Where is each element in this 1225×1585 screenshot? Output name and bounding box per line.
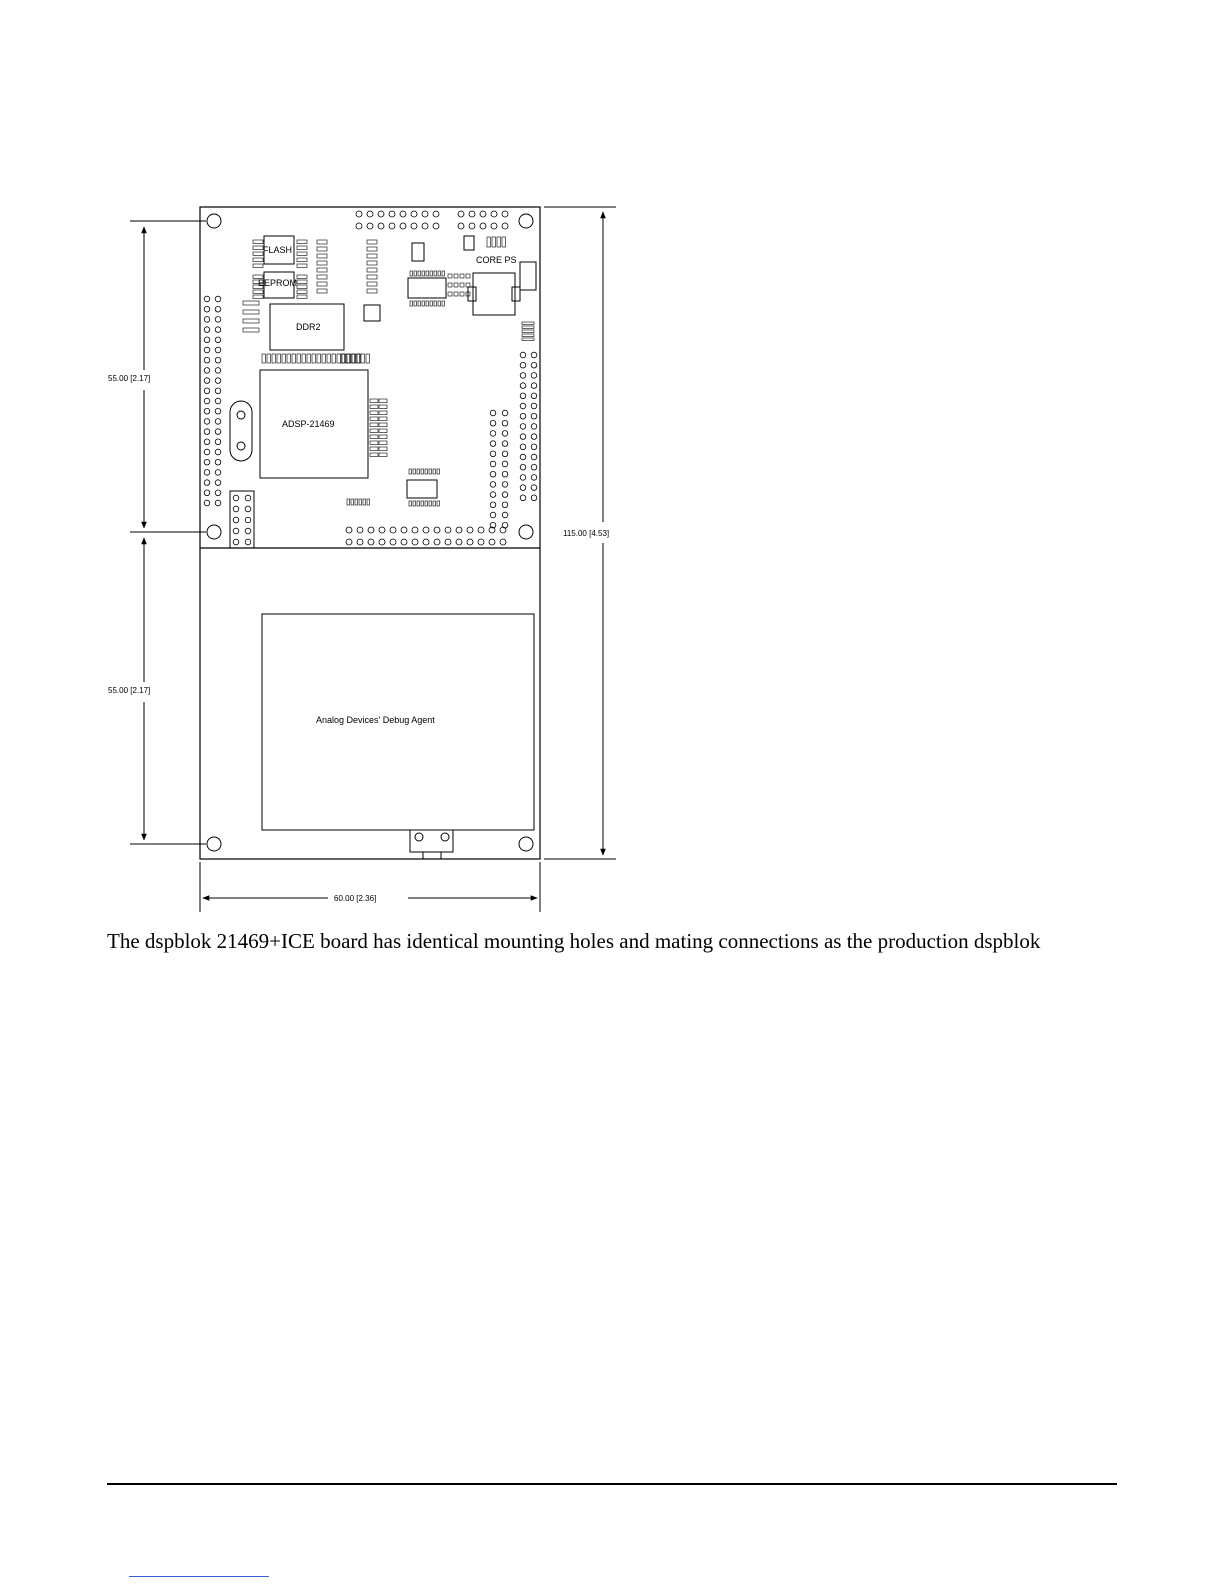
crystal	[230, 401, 252, 461]
figure-caption: The dspblok 21469+ICE board has identical mounting holes and mating connections as the production dspblok	[107, 929, 1041, 953]
footer-link-underline	[129, 1576, 269, 1577]
dim-width: 60.00 [2.36]	[334, 894, 377, 903]
dim-lower-height: 55.00 [2.17]	[108, 686, 151, 695]
dim-upper-height: 55.00 [2.17]	[108, 374, 151, 383]
footer-rule	[107, 1483, 1117, 1485]
dim-total-height: 115.00 [4.53]	[563, 529, 610, 538]
label-eeprom: EEPROM	[258, 278, 298, 288]
dimension-lines	[130, 207, 616, 912]
label-debug-agent: Analog Devices' Debug Agent	[316, 715, 435, 725]
label-dsp: ADSP-21469	[282, 419, 335, 429]
label-ddr2: DDR2	[296, 322, 321, 332]
label-flash: FLASH	[263, 245, 293, 255]
label-core-ps: CORE PS	[476, 255, 517, 265]
component-labels	[258, 245, 517, 725]
